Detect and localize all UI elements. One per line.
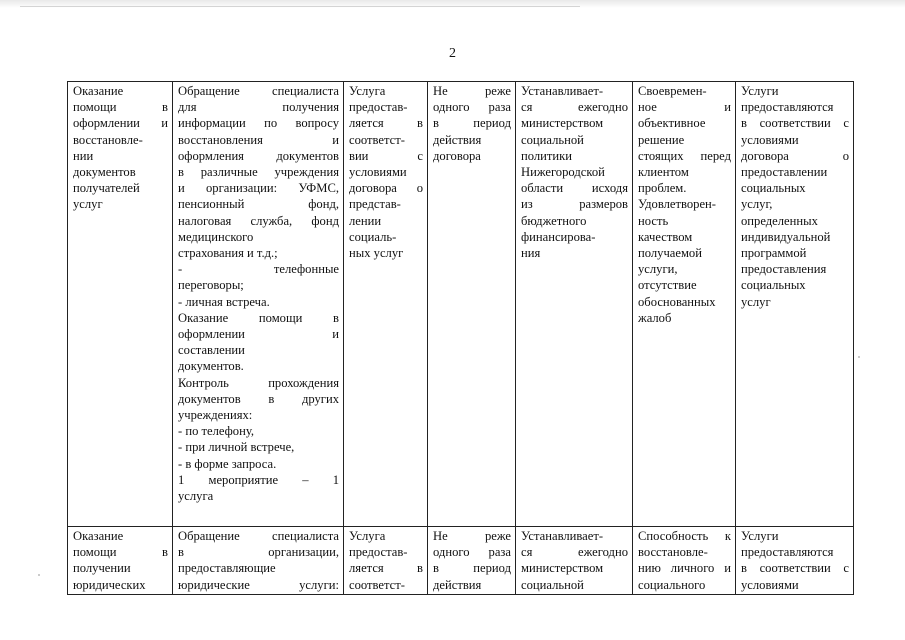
cell-line: документов — [73, 165, 136, 180]
cell-line: и организации: УФМС, — [178, 181, 339, 196]
cell-line: программой — [741, 246, 807, 261]
cell-line: определенных — [741, 213, 818, 228]
cell-line: информации по вопросу — [178, 116, 339, 131]
cell-line: жалоб — [638, 310, 672, 325]
cell-line: Обращение специалиста — [178, 529, 339, 543]
cell-line: вии с — [349, 148, 423, 163]
cell-line: ных услуг — [349, 246, 404, 261]
cell-line: предостав- — [349, 100, 408, 115]
cell-line: услуг — [73, 197, 103, 212]
cell-line: министерством — [521, 561, 604, 576]
cell-line: действия — [433, 132, 482, 147]
cell-line: Контроль прохождения — [178, 375, 339, 390]
cell-line: условиями — [349, 165, 407, 180]
cell-line: услуг — [741, 294, 771, 309]
cell-line: пенсионный фонд, — [178, 197, 339, 212]
cell-line: документов. — [178, 359, 244, 374]
cell-line: Нижегородской — [521, 165, 605, 180]
cell-line: предоставления — [741, 262, 827, 277]
service-name-cell — [68, 527, 173, 595]
cell-line: нии — [73, 148, 94, 163]
cell-line: Оказание — [73, 84, 124, 98]
service-quality-cell — [633, 82, 736, 527]
cell-line: Услуга — [349, 529, 386, 543]
cell-line: Способность к — [638, 529, 731, 543]
service-cost-cell — [516, 527, 633, 595]
cell-line: ся ежегодно — [521, 545, 628, 560]
cell-line: услуги, — [638, 262, 678, 277]
cell-line: ся ежегодно — [521, 100, 628, 115]
cell-line: налоговая служба, фонд — [178, 213, 339, 228]
cell-line: действия — [433, 577, 482, 592]
cell-line: ляется в — [349, 116, 423, 131]
cell-line: для получения — [178, 100, 339, 115]
cell-line: составлении — [178, 343, 245, 358]
cell-line: в различные учреждения — [178, 165, 339, 180]
cell-line: договора о — [349, 181, 423, 196]
cell-line: получаемой — [638, 246, 702, 261]
cell-line: восстановле- — [73, 132, 143, 147]
cell-line: - личная встреча. — [178, 294, 270, 309]
service-frequency-cell — [428, 527, 516, 595]
service-conditions-cell — [344, 82, 428, 527]
cell-line: помощи в — [73, 545, 168, 560]
cell-line: соответст- — [349, 577, 405, 592]
cell-line: политики — [521, 148, 572, 163]
cell-line: Не реже — [433, 529, 511, 543]
cell-line: ляется в — [349, 561, 423, 576]
cell-line: услуга — [178, 489, 214, 504]
cell-line: - при личной встрече, — [178, 440, 295, 455]
cell-line: учреждениях: — [178, 408, 253, 423]
cell-line: социального — [638, 577, 706, 592]
cell-line: социальных — [741, 181, 806, 196]
cell-line: страхования и т.д.; — [178, 246, 278, 261]
table-row — [68, 527, 854, 595]
cell-line: объективное — [638, 116, 706, 131]
cell-line: предоставляются — [741, 100, 834, 115]
table-row — [68, 82, 854, 527]
service-description-cell — [173, 527, 344, 595]
scan-speck — [38, 574, 40, 576]
service-quality-cell — [633, 527, 736, 595]
cell-line: нию личного и — [638, 561, 731, 576]
cell-line: - телефонные — [178, 262, 339, 277]
cell-line: ность — [638, 213, 669, 228]
cell-line: договора — [433, 148, 481, 163]
page-number: 2 — [449, 46, 456, 61]
cell-line: Своевремен- — [638, 84, 707, 98]
cell-line: условиями — [741, 132, 799, 147]
cell-line: качеством — [638, 229, 693, 244]
cell-line: финансирова- — [521, 229, 596, 244]
cell-line: 1 мероприятие – 1 — [178, 472, 339, 487]
cell-line: предоставляются — [741, 545, 834, 560]
cell-line: обоснованных — [638, 294, 716, 309]
cell-line: социальной — [521, 577, 584, 592]
cell-line: одного раза — [433, 545, 511, 560]
cell-line: социальных — [741, 278, 806, 293]
cell-line: соответст- — [349, 132, 405, 147]
cell-line: Услуги — [741, 529, 779, 543]
cell-line: бюджетного — [521, 213, 587, 228]
cell-line: предоставляющие — [178, 561, 276, 576]
cell-line: области исходя — [521, 181, 628, 196]
cell-line: оформлении и — [73, 116, 168, 131]
service-conditions-cell — [344, 527, 428, 595]
cell-line: медицинского — [178, 229, 254, 244]
cell-line: услуг, — [741, 197, 773, 212]
cell-line: представ- — [349, 197, 401, 212]
service-cost-cell — [516, 82, 633, 527]
cell-line: Обращение специалиста — [178, 84, 339, 98]
cell-line: одного раза — [433, 100, 511, 115]
cell-line: ния — [521, 246, 541, 261]
cell-line: социальной — [521, 132, 584, 147]
service-name-cell — [68, 82, 173, 527]
cell-line: переговоры; — [178, 278, 244, 293]
cell-line: в соответствии с — [741, 116, 849, 131]
cell-line: предостав- — [349, 545, 408, 560]
scan-top-line — [20, 6, 580, 7]
scan-speck — [858, 356, 860, 358]
cell-line: условиями — [741, 577, 799, 592]
cell-line: лении — [349, 213, 382, 228]
service-frequency-cell — [428, 82, 516, 527]
cell-line: проблем. — [638, 181, 687, 196]
cell-line: получателей — [73, 181, 140, 196]
services-table — [67, 81, 854, 595]
cell-line: индивидуальной — [741, 229, 831, 244]
cell-line: оформлении и — [178, 327, 339, 342]
cell-line: отсутствие — [638, 278, 697, 293]
cell-line: Удовлетворен- — [638, 197, 716, 212]
service-terms-cell — [736, 527, 854, 595]
cell-line: оформления документов — [178, 148, 339, 163]
cell-line: документов в других — [178, 391, 339, 406]
cell-line: юридических — [73, 577, 146, 592]
cell-line: Оказание — [73, 529, 124, 543]
cell-line: социаль- — [349, 229, 397, 244]
cell-line: договора о — [741, 148, 849, 163]
cell-line: стоящих перед — [638, 148, 731, 163]
cell-line: Оказание помощи в — [178, 310, 339, 325]
cell-line: Устанавливает- — [521, 529, 604, 543]
cell-line: Услуги — [741, 84, 779, 98]
cell-line: восстановле- — [638, 545, 708, 560]
cell-line: юридические услуги: — [178, 577, 339, 592]
cell-line: в период — [433, 116, 511, 131]
cell-line: клиентом — [638, 165, 689, 180]
cell-line: ное и — [638, 100, 731, 115]
service-description-cell — [173, 82, 344, 527]
cell-line: Устанавливает- — [521, 84, 604, 98]
cell-line: из размеров — [521, 197, 628, 212]
cell-line: в период — [433, 561, 511, 576]
cell-line: в соответствии с — [741, 561, 849, 576]
cell-line: предоставлении — [741, 165, 828, 180]
cell-line: в организации, — [178, 545, 339, 560]
cell-line: восстановления и — [178, 132, 339, 147]
cell-line: - по телефону, — [178, 424, 255, 439]
cell-line: получении — [73, 561, 131, 576]
cell-line: - в форме запроса. — [178, 456, 277, 471]
cell-line: Услуга — [349, 84, 386, 98]
cell-line: помощи в — [73, 100, 168, 115]
service-terms-cell — [736, 82, 854, 527]
cell-line: решение — [638, 132, 685, 147]
cell-line: Не реже — [433, 84, 511, 98]
cell-line: министерством — [521, 116, 604, 131]
